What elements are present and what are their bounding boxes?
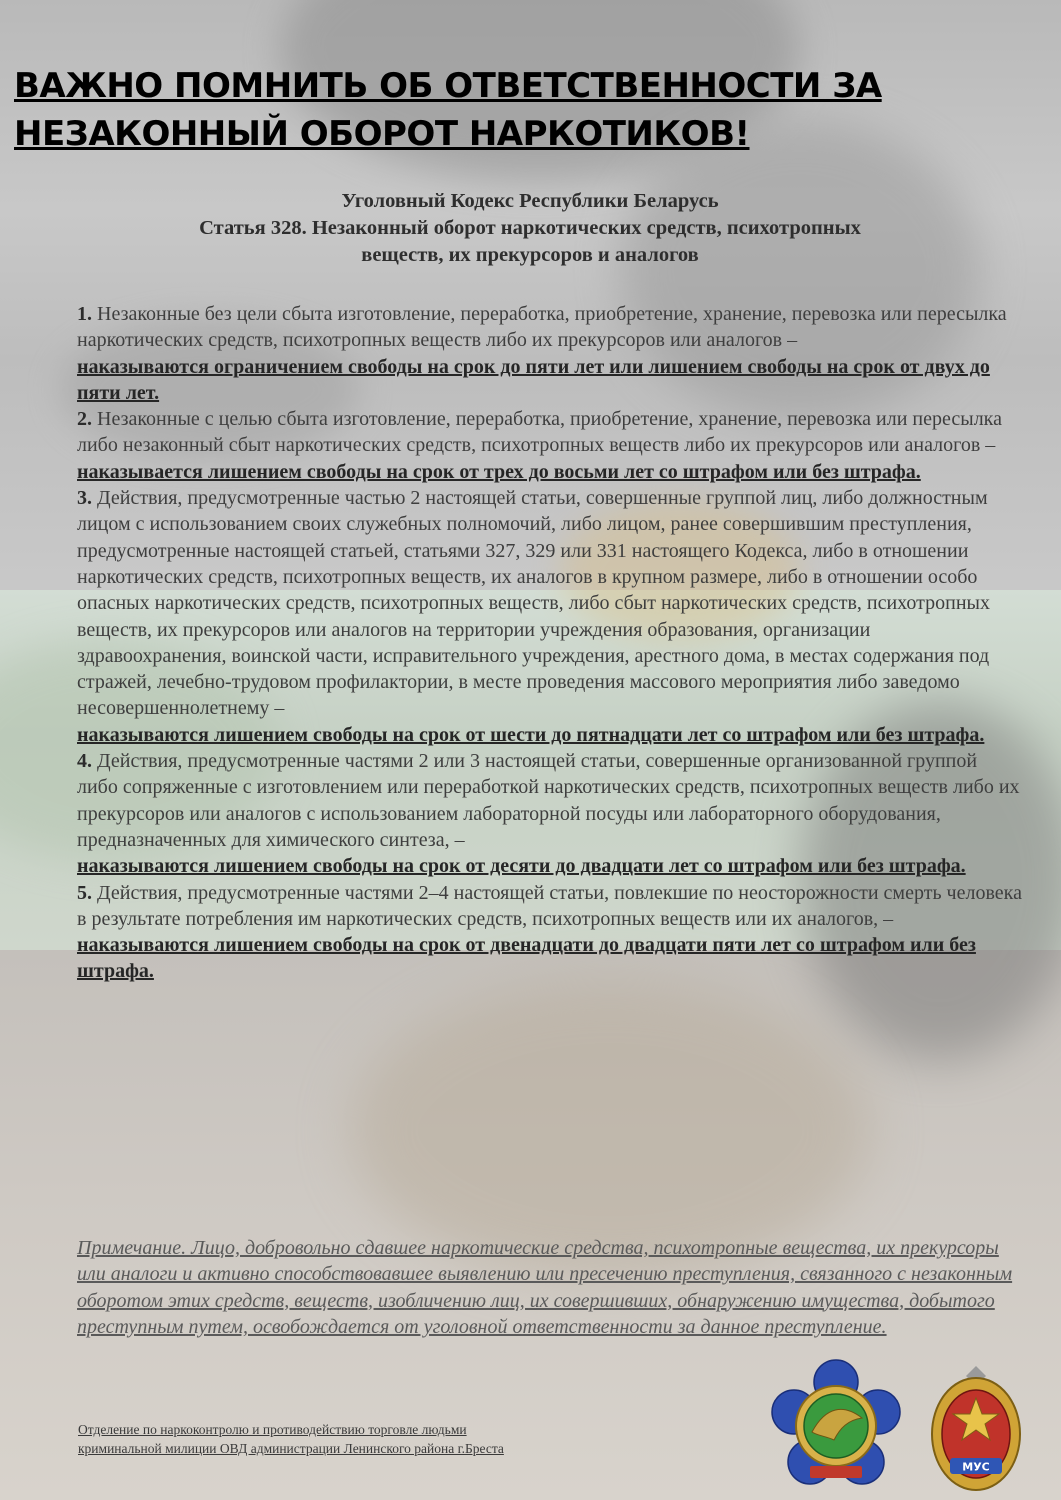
article-title-line-1: Статья 328. Незаконный оборот наркотических средств, психотропных [199, 217, 861, 239]
headline-line-2: НЕЗАКОННЫЙ ОБОРОТ НАРКОТИКОВ! [14, 114, 750, 154]
criminal-code-title: Уголовный Кодекс Республики Беларусь [341, 190, 719, 212]
article-title-line-2: веществ, их прекурсоров и аналогов [361, 244, 699, 266]
article-parts [77, 301, 1022, 985]
part-text: Действия, предусмотренные частями 2 или 3 настоящей статьи, совершенные организованной группой либо сопряженные с изготовлением или переработкой наркотических средств, психотропных веществ либо их прекурсоров или аналогов с использованием лабораторной посуды или лабораторного оборудования, предназначенных для химического синтеза, – [77, 750, 1020, 851]
article-part-5 [77, 880, 1022, 933]
headline-line-1: ВАЖНО ПОМНИТЬ ОБ ОТВЕТСТВЕННОСТИ ЗА [14, 66, 882, 106]
penalty-part-5: наказываются лишением свободы на срок от двенадцати до двадцати пяти лет со штрафом или без штрафа. [77, 934, 976, 983]
penalty-part-3: наказываются лишением свободы на срок от шести до пятнадцати лет со штрафом или без штрафа. [77, 723, 985, 746]
anti-drug-unit-emblem-icon [768, 1358, 904, 1494]
police-shield-emblem-icon [920, 1362, 1032, 1498]
article-part-3 [77, 485, 1022, 722]
article-part-2 [77, 406, 1022, 459]
part-text: Незаконные с целью сбыта изготовление, переработка, приобретение, хранение, перевозка или пересылка либо незаконный сбыт наркотических средств, психотропных веществ либо их прекурсоров или аналогов – [77, 408, 1002, 457]
part-number: 2. [77, 408, 92, 431]
article-note: Примечание. Лицо, добровольно сдавшее наркотические средства, психотропные вещества, их прекурсоры или аналоги и активно способствовавшее выявлению или пресечению преступления, связанного с незаконным оборотом этих средств, веществ, изобличению лиц, их совершивших, обнаружению имущества, добытого преступным путем, освобождается от уголовной ответственности за данное преступление. [77, 1237, 1013, 1338]
part-number: 3. [77, 487, 92, 510]
article-part-4 [77, 748, 1022, 853]
penalty-part-1: наказываются ограничением свободы на срок до пяти лет или лишением свободы на срок от двух до пяти лет. [77, 355, 990, 404]
part-text: Действия, предусмотренные частями 2–4 настоящей статьи, повлекшие по неосторожности смерть человека в результате потребления им наркотических средств, психотропных веществ или их аналогов, – [77, 881, 1022, 930]
footer-department [78, 1420, 698, 1458]
part-number: 5. [77, 881, 92, 904]
headline [14, 62, 1014, 158]
footer-line-1: Отделение по наркоконтролю и противодействию торговле людьми [78, 1422, 467, 1437]
part-number: 1. [77, 303, 92, 325]
part-text: Незаконные без цели сбыта изготовление, переработка, приобретение, хранение, перевозка или пересылка наркотических средств, психотропных веществ либо их прекурсоров или аналогов – [77, 303, 1007, 352]
penalty-part-2: наказывается лишением свободы на срок от трех до восьми лет со штрафом или без штрафа. [77, 460, 921, 483]
law-header [60, 188, 1000, 269]
part-text: Действия, предусмотренные частью 2 настоящей статьи, совершенные группой лиц, либо должностным лицом с использованием своих служебных полномочий, либо лицом, ранее совершившим преступления, предусмотренные настоящей статьей, статьями 327, 329 или 331 настоящего Кодекса, либо в отношении наркотических средств, психотропных веществ, их аналогов в крупном размере, либо в отношении особо опасных наркотических средств, психотропных веществ, либо сбыт наркотических средств, психотропных веществ, их прекурсоров или аналогов на территории учреждения образования, организации здравоохранения, воинской части, исправительного учреждения, арестного дома, в местах содержания под стражей, лечебно-трудовом профилактории, в месте проведения массового мероприятия либо заведомо несовершеннолетнему – [77, 487, 990, 720]
part-number: 4. [77, 750, 92, 773]
article-part-1 [77, 301, 1022, 354]
emblem-label: МУС [962, 1460, 990, 1474]
footer-line-2: криминальной милиции ОВД администрации Ленинского района г.Бреста [78, 1441, 504, 1456]
penalty-part-4: наказываются лишением свободы на срок от десяти до двадцати лет со штрафом или без штрафа. [77, 855, 966, 878]
